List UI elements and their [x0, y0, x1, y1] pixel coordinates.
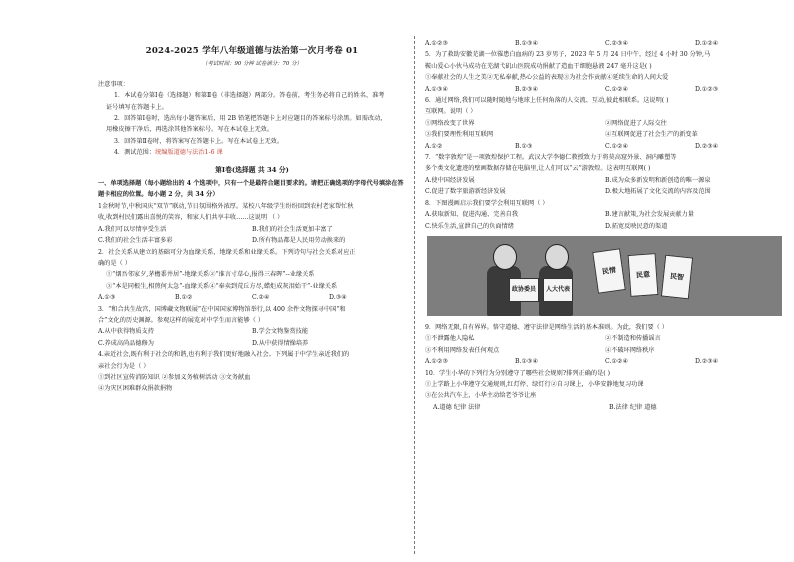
q10-stem: ③在公共汽车上，小华主动给老爷爷让座 — [425, 392, 537, 400]
option[interactable]: A.①③ — [98, 294, 116, 302]
option[interactable]: B.建言献策,为社会发展贡献力量 — [605, 211, 694, 219]
q4-item: ①到社区宣传消防知识 ②参加义务植树活动 ③文务献血 — [98, 373, 251, 381]
q9-stem: 9．网络无限,自有界界。恪守道德、遵守法律是网络生活的基本准则。为此，我们要（ ） — [425, 323, 668, 331]
comic-sign-cppcc: 政协委员 — [509, 278, 539, 302]
option[interactable]: C.快乐生活,宣泄自己的负面情绪 — [425, 222, 514, 230]
comic-image — [427, 236, 782, 316]
notice-line: 1．本试卷分第Ⅰ卷（选择题）和第Ⅱ卷（非选择题）两部分。答卷前，考生务必将自己的姓名、准考 — [114, 92, 385, 100]
q6-stem: 互联网。说明（ ） — [425, 108, 477, 116]
notice-heading: 注意事项： — [98, 80, 129, 88]
option[interactable]: D.拓宽反映民意的渠道 — [605, 222, 668, 230]
q4-item: ④为灾区困难群众捐款捐物 — [98, 385, 173, 393]
section-instruction: 一、单项选择题（每小题给出的 4 个选项中，只有一个是最符合题目要求的。请把正确选项的字母代号填涂在答 — [98, 180, 404, 188]
option[interactable]: B.成为众多新发明和新创造的唯一源泉 — [605, 176, 711, 184]
option[interactable]: B.①② — [175, 294, 193, 302]
option[interactable]: B.①③ — [515, 142, 533, 150]
q2-options — [98, 292, 406, 303]
q7-options — [425, 186, 785, 197]
option[interactable]: B.法律 纪律 道德 — [609, 403, 657, 411]
option[interactable]: A.①②③ — [425, 40, 449, 47]
q9-options — [425, 356, 785, 367]
q3-stem: 3．“和合共生故宫，国博藏文物联展”在中国国家博物馆举行,以 400 余件文物探寻中国“和 — [98, 305, 346, 313]
q6-item: ③我们要理性利用互联网 — [425, 131, 494, 139]
option[interactable]: C.①②④ — [605, 142, 629, 150]
q5-stem: 鞍山爱心小伙马成功在芜湖弋矶山医院成功捐献了造血干细胞悬液 247 毫升这是( ) — [425, 62, 652, 70]
q2-stem: 2．社会关系从建立的基础可分为血缘关系、地缘关系和业缘关系。下列诗句与社会关系对应正 — [98, 248, 356, 256]
q9-item: ②不制造和传播谣言 — [605, 335, 661, 343]
test-range-value: 统编版道德与法治1-6 课 — [155, 149, 223, 157]
q3-options — [98, 338, 406, 349]
q8-options — [425, 209, 785, 220]
q8-stem: 8．下图漫画启示我们要学会利用互联网（ ） — [425, 199, 549, 207]
option[interactable]: B.①③④ — [515, 358, 539, 366]
comic-head-left — [493, 244, 517, 270]
option[interactable]: B.②③④ — [515, 85, 539, 93]
q6-item: ①网络改变了世界 — [425, 119, 475, 127]
q6-items — [425, 129, 785, 140]
q1-stem: 1金秋时节,中秋国庆“双节”联动,节日氛围格外浓厚。某校八年级学生纷纷回到农村老家帮忙秋 — [98, 202, 354, 210]
option[interactable]: B.学会文物鉴赏技能 — [252, 328, 309, 336]
q9-item: ③不利用网络发表任何观点 — [425, 346, 500, 354]
q5-stem: 5．为了救助安徽芜湖一位罹患白血病的 23 岁男子，2023 年 5 月 24 日中午，经过 4 小时 30 分钟,马 — [425, 51, 711, 59]
q10-options — [425, 402, 785, 413]
q9-items — [425, 345, 785, 356]
q6-item: ④互联网促进了社会生产的新变革 — [605, 131, 698, 139]
option[interactable]: B.①③④ — [515, 40, 539, 47]
left-column — [98, 38, 406, 558]
q2-item: ①“烟吾邻家夕,茅檐黍井居”-地缘关系②“谁言寸草心,报得三春晖”--业缘关系 — [106, 271, 315, 279]
exam-title: 2024-2025 学年八年级道德与法治第一次月考卷 01 — [145, 46, 359, 56]
column-divider — [414, 36, 415, 554]
comic-phone-public-wisdom: 民智 — [661, 255, 693, 300]
q5-options — [425, 84, 785, 95]
q9-item: ④不破坏网络秩序 — [605, 346, 655, 354]
q9-items — [425, 333, 785, 344]
option[interactable]: A.我们可以尽情享受生活 — [98, 225, 167, 233]
option[interactable]: D.极大地拓展了文化交流的内容及范围 — [605, 188, 711, 196]
comic-head-right — [545, 244, 569, 270]
option[interactable]: A.①③④ — [425, 85, 449, 93]
q4-stem: 4.亲近社会,既有利于社会的和谐,也有利于我们更好地融入社会。下列属于中学生亲近我们的 — [98, 351, 350, 359]
option[interactable]: C.①②④ — [605, 85, 629, 93]
q4-stem: 亲社会行为是（ ） — [98, 362, 150, 370]
q2-stem: 确的是（ ） — [98, 259, 131, 267]
option[interactable]: C.②③④ — [605, 40, 629, 47]
option[interactable]: D.①②③ — [695, 85, 719, 93]
q7-stem: 多个类文化遗迹的壁画数据存储在电脑里,让人们可以“云”游敦煌。这表明互联网( ) — [425, 165, 651, 173]
test-range-label: 4．测试范围： — [114, 149, 156, 157]
q10-stem: 10．学生小华的下列行为分别遵守了哪些社会规则?排列正确的是( ) — [425, 369, 611, 377]
option[interactable]: D.所有物品都是人民用劳动换来的 — [252, 237, 346, 245]
q6-items — [425, 118, 785, 129]
option[interactable]: C.促进了数字旅游新经济发展 — [425, 188, 506, 196]
q1-stem: 收,收到村民们露出喜悦的笑容，和家人们共享丰收……这说明 （ ） — [98, 214, 284, 222]
option[interactable]: D.从中获得情操培养 — [252, 339, 309, 347]
option[interactable]: D.②③④ — [695, 358, 719, 366]
option[interactable]: A.使中国经济发展 — [425, 176, 475, 184]
comic-phone-public-opinion: 民意 — [628, 253, 659, 297]
notice-line: 用橡皮擦干净后，再选涂其他答案标号。写在本试卷上无效。 — [106, 126, 274, 134]
q3-options — [98, 326, 406, 337]
option[interactable]: C.养成高尚品德修为 — [98, 339, 154, 347]
q6-stem: 6．通过网络,我们可以随时随地与地球上任何角落的人交流、互动,彼此相联系。这说明( ) — [425, 97, 669, 105]
q2-item: ③“本是同根生,相煎何太急”-血缘关系④“奉卖到荒丘方尽,蜡炬成灰泪始干”-业缘关系 — [106, 282, 338, 290]
option[interactable]: A.获取新知、促进沟通、完善自我 — [425, 211, 519, 219]
q1-options — [98, 224, 406, 235]
option[interactable]: D.②③④ — [695, 142, 719, 150]
q7-options — [425, 175, 785, 186]
option[interactable]: B.我们的社会生活更加丰富了 — [252, 225, 333, 233]
option[interactable]: A.从中获得物质支持 — [98, 328, 154, 336]
comic-phone-public-sentiment: 民情 — [592, 248, 626, 293]
option[interactable]: A.①② — [425, 142, 443, 150]
notice-line: 2．回答第Ⅰ卷时，选出每小题答案后，用 2B 铅笔把答题卡上对应题目的答案标号涂黑。如需改动， — [114, 115, 387, 123]
q6-options — [425, 141, 785, 152]
q8-options — [425, 221, 785, 232]
section-instruction: 题卡相应的位置。每小题 2 分，共 34 分） — [98, 191, 219, 199]
comic-sign-npc: 人大代表 — [543, 278, 573, 302]
exam-subtitle: （考试时间：90 分钟 试卷满分：70 分） — [202, 61, 302, 68]
section-title: 第Ⅰ卷(选择题 共 34 分) — [215, 165, 289, 174]
q9-item: ①不泄露他人隐私 — [425, 335, 475, 343]
q7-stem: 7．“数字敦煌”是一项敦煌保护工程。武汉大学李德仁教授致力于将莫高窟外景、洞内雕塑等 — [425, 154, 677, 162]
option[interactable]: A.①②③ — [425, 358, 449, 366]
option[interactable]: D.①②④ — [695, 40, 719, 47]
option[interactable]: A.道德 纪律 法律 — [433, 403, 481, 411]
notice-line: 3．回答第Ⅱ卷时，将答案写在答题卡上。写在本试卷上无效。 — [114, 137, 284, 145]
notice-line — [98, 147, 406, 158]
notice-line: 证号填写在答题卡上。 — [106, 103, 168, 111]
option[interactable]: C.①②④ — [605, 358, 629, 366]
right-column — [425, 38, 785, 558]
option[interactable]: D.③④ — [329, 294, 347, 302]
option[interactable]: C.②④ — [252, 294, 270, 302]
q6-item: ②网络促进了人际交往 — [605, 119, 667, 127]
q3-stem: 合”文化的历史渊源。参观这样的展览对中学生而言能够（ ） — [98, 316, 265, 324]
q4-options — [425, 38, 785, 49]
option[interactable]: C.我们的社会生活丰富多彩 — [98, 237, 173, 245]
q10-stem: ①上学路上小华遵守交通规则,红灯停、绿灯行②自习课上，小华安静地复习功课 — [425, 380, 644, 388]
q5-stem: ①奉献社会的人生之美②无私奉献,热心公益的表现③为社会作贡献④延续生命的人间大爱 — [425, 74, 669, 82]
q1-options — [98, 235, 406, 246]
